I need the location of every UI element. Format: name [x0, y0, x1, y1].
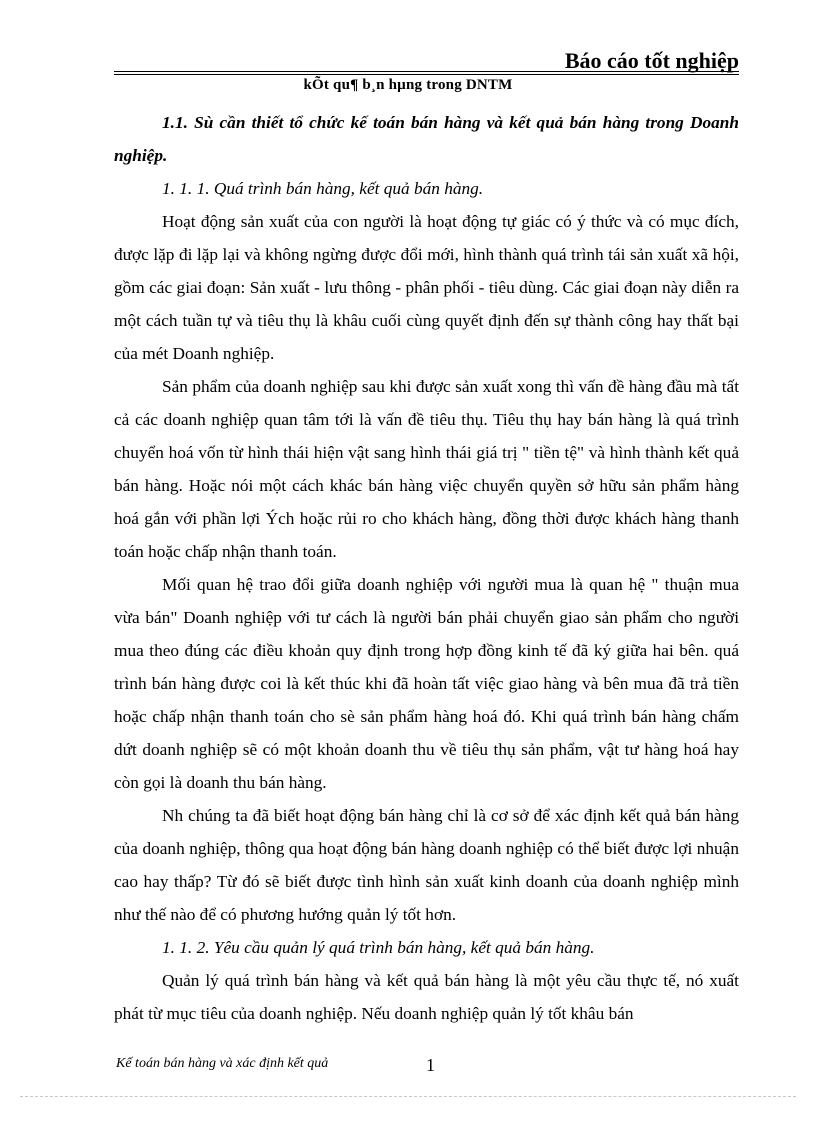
document-header-title: Báo cáo tốt nghiệp — [564, 48, 739, 73]
paragraph-3: Mối quan hệ trao đổi giữa doanh nghiệp với người mua là quan hệ " thuận mua vừa bán" Doanh nghiệp với tư cách là người bán phải chuyển giao sản phẩm cho người mua theo đúng các điều khoản quy định trong hợp đồng kinh tế đã ký giữa hai bên. quá trình bán hàng được coi là kết thúc khi đã hoàn tất việc giao hàng và bên mua đã trả tiền hoặc chấp nhận thanh toán cho sè sản phẩm hàng hoá đó. Khi quá trình bán hàng chấm dứt doanh nghiệp sẽ có một khoản doanh thu về tiêu thụ sản phẩm, vật tư hàng hoá hay còn gọi là doanh thu bán hàng. — [114, 575, 739, 792]
paragraph-1: Hoạt động sản xuất của con người là hoạt động tự giác có ý thức và có mục đích, được lặp đi lặp lại và không ngừng được đổi mới, hình thành quá trình tái sản xuất xã hội, gồm các giai đoạn: Sản xuất - lưu thông - phân phối - tiêu dùng. Các giai đoạn này diễn ra một cách tuần tự và tiêu thụ là khâu cuối cùng quyết định đến sự thành công hay thất bại của mét Doanh nghiệp. — [114, 212, 739, 363]
paragraph-4: Nh chúng ta đã biết hoạt động bán hàng chỉ là cơ sở để xác định kết quả bán hàng của doanh nghiệp, thông qua hoạt động bán hàng doanh nghiệp có thể biết được lợi nhuận cao hay thấp? Từ đó sẽ biết được tình hình sản xuất kinh doanh của doanh nghiệp mình như thế nào để có phương hướng quản lý tốt hơn. — [114, 806, 739, 924]
subsection-heading-2: 1. 1. 2. Yêu cầu quản lý quá trình bán hàng, kết quả bán hàng. — [162, 938, 595, 957]
paragraph-2: Sản phẩm của doanh nghiệp sau khi được sản xuất xong thì vấn đề hàng đầu mà tất cả các doanh nghiệp quan tâm tới là vấn đề tiêu thụ. Tiêu thụ hay bán hàng là quá trình chuyển hoá vốn từ hình thái hiện vật sang hình thái giá trị " tiền tệ" và hình thành kết quả bán hàng. Hoặc nói một cách khác bán hàng việc chuyển quyền sở hữu sản phẩm hàng hoá gắn với phần lợi Ých hoặc rủi ro cho khách hàng, đồng thời được khách hàng thanh toán hoặc chấp nhận thanh toán. — [114, 377, 739, 561]
document-body — [114, 106, 739, 1030]
section-heading: 1.1. Sù cần thiết tổ chức kế toán bán hàng và kết quả bán hàng trong Doanh nghiệp. — [114, 113, 739, 165]
header-double-rule — [114, 71, 739, 75]
subsection-heading-1: 1. 1. 1. Quá trình bán hàng, kết quả bán hàng. — [162, 179, 484, 198]
page-number: 1 — [426, 1055, 435, 1075]
document-subtitle: kÕt qu¶ b¸n hµng trong DNTM — [303, 77, 513, 93]
paragraph-5: Quản lý quá trình bán hàng và kết quả bán hàng là một yêu cầu thực tế, nó xuất phát từ mục tiêu của doanh nghiệp. Nếu doanh nghiệp quản lý tốt khâu bán — [114, 971, 739, 1023]
footer-text: Kế toán bán hàng và xác định kết quả — [116, 1056, 329, 1071]
page-bottom-divider — [20, 1096, 796, 1097]
